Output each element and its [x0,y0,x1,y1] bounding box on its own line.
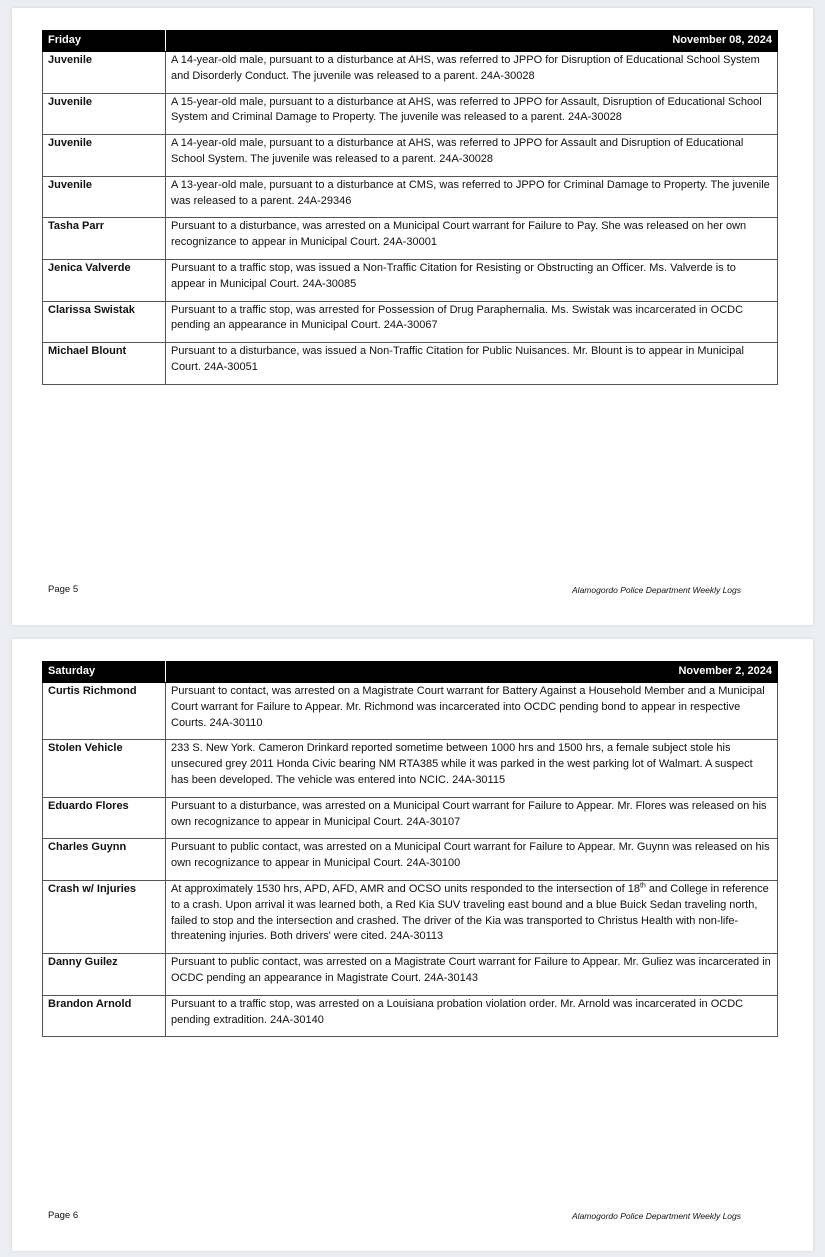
entry-name: Michael Blount [43,343,166,385]
table-row [43,797,778,839]
entry-name: Crash w/ Injuries [43,880,166,953]
table-row [43,135,778,177]
table-row [43,683,778,740]
day-header: Saturday [43,662,166,683]
page-number: Page 5 [48,584,79,595]
day-header: Friday [43,31,166,52]
daily-log-table [42,661,778,1037]
document-page-6 [12,639,813,1251]
entry-text: A 13-year-old male, pursuant to a disturbance at CMS, was referred to JPPO for Criminal Damage to Property. The juvenile was released to a parent. 24A-29346 [166,176,778,218]
table-row [43,880,778,953]
table-row [43,343,778,385]
entry-text: A 14-year-old male, pursuant to a disturbance at AHS, was referred to JPPO for Assault and Disruption of Educational School System. The juvenile was released to a parent. 24A-30028 [166,135,778,177]
table-row [43,301,778,343]
table-row [43,52,778,94]
entry-name: Juvenile [43,176,166,218]
table-row [43,740,778,797]
table-row [43,839,778,881]
date-header: November 08, 2024 [166,31,778,52]
entry-text: Pursuant to public contact, was arrested on a Municipal Court warrant for Failure to Appear. Mr. Guynn was released on his own recognizance to appear in Municipal Court. 24A-30100 [166,839,778,881]
table-row [43,995,778,1037]
entry-name: Stolen Vehicle [43,740,166,797]
entry-text: 233 S. New York. Cameron Drinkard reported sometime between 1000 hrs and 1500 hrs, a female subject stole his unsecured grey 2011 Honda Civic bearing NM RTA385 while it was parked in the west parking lot of Walmart. A suspect has been developed. The vehicle was entered into NCIC. 24A-30115 [166,740,778,797]
entry-text-part: At approximately 1530 hrs, APD, AFD, AMR and OCSO units responded to the intersection of 18 [171,882,640,895]
entry-text [166,880,778,953]
entry-text: Pursuant to a disturbance, was arrested on a Municipal Court warrant for Failure to Appear. Mr. Flores was released on his own recognizance to appear in Municipal Court. 24A-30107 [166,797,778,839]
entry-text: Pursuant to a traffic stop, was arrested on a Louisiana probation violation order. Mr. Arnold was incarcerated in OCDC pending extradition. 24A-30140 [166,995,778,1037]
entry-text-part: and College in reference to a crash. Upon arrival it was learned both, a Red Kia SUV traveling east bound and a blue Buick Sedan traveling north, failed to stop and the intersection and crashed. The driver of the Kia was transported to Christus Health with non-life-threatening injuries. Both drivers' were cited. 24A-30113 [171,882,769,943]
entry-text: Pursuant to a traffic stop, was arrested for Possession of Drug Paraphernalia. Ms. Swistak was incarcerated in OCDC pending an appearance in Municipal Court. 24A-30067 [166,301,778,343]
table-row [43,954,778,996]
entry-text: Pursuant to contact, was arrested on a Magistrate Court warrant for Battery Against a Household Member and a Municipal Court warrant for Failure to Appear. Mr. Richmond was incarcerated into OCDC pending bond to appear in respective Courts. 24A-30110 [166,683,778,740]
entry-name: Charles Guynn [43,839,166,881]
entry-text: A 14-year-old male, pursuant to a disturbance at AHS, was referred to JPPO for Disruption of Educational School System and Disorderly Conduct. The juvenile was released to a parent. 24A-30028 [166,52,778,94]
table-header-row [43,662,778,683]
page-number: Page 6 [48,1210,79,1221]
entry-name: Tasha Parr [43,218,166,260]
date-header: November 2, 2024 [166,662,778,683]
entry-text: Pursuant to a traffic stop, was issued a Non-Traffic Citation for Resisting or Obstructing an Officer. Ms. Valverde is to appear in Municipal Court. 24A-30085 [166,259,778,301]
entry-name: Juvenile [43,135,166,177]
entry-name: Brandon Arnold [43,995,166,1037]
entry-text: A 15-year-old male, pursuant to a disturbance at AHS, was referred to JPPO for Assault, Disruption of Educational School System and Criminal Damage to Property. The juvenile was released to a parent. 24A-30028 [166,93,778,135]
ordinal-suffix: th [639,882,646,890]
entry-name: Curtis Richmond [43,683,166,740]
footer-title: Alamogordo Police Department Weekly Logs [572,585,741,595]
table-row [43,218,778,260]
entry-name: Danny Guilez [43,954,166,996]
entry-name: Jenica Valverde [43,259,166,301]
entry-text: Pursuant to a disturbance, was arrested on a Municipal Court warrant for Failure to Pay. She was released on her own recognizance to appear in Municipal Court. 24A-30001 [166,218,778,260]
entry-name: Juvenile [43,52,166,94]
table-row [43,259,778,301]
document-page-5 [12,8,813,625]
daily-log-table [42,30,778,385]
table-header-row [43,31,778,52]
entry-name: Eduardo Flores [43,797,166,839]
table-row [43,176,778,218]
entry-name: Clarissa Swistak [43,301,166,343]
table-row [43,93,778,135]
footer-title: Alamogordo Police Department Weekly Logs [572,1211,741,1221]
entry-text: Pursuant to a disturbance, was issued a Non-Traffic Citation for Public Nuisances. Mr. Blount is to appear in Municipal Court. 24A-30051 [166,343,778,385]
entry-text: Pursuant to public contact, was arrested on a Magistrate Court warrant for Failure to Appear. Mr. Guliez was incarcerated in OCDC pending an appearance in Magistrate Court. 24A-30143 [166,954,778,996]
entry-name: Juvenile [43,93,166,135]
